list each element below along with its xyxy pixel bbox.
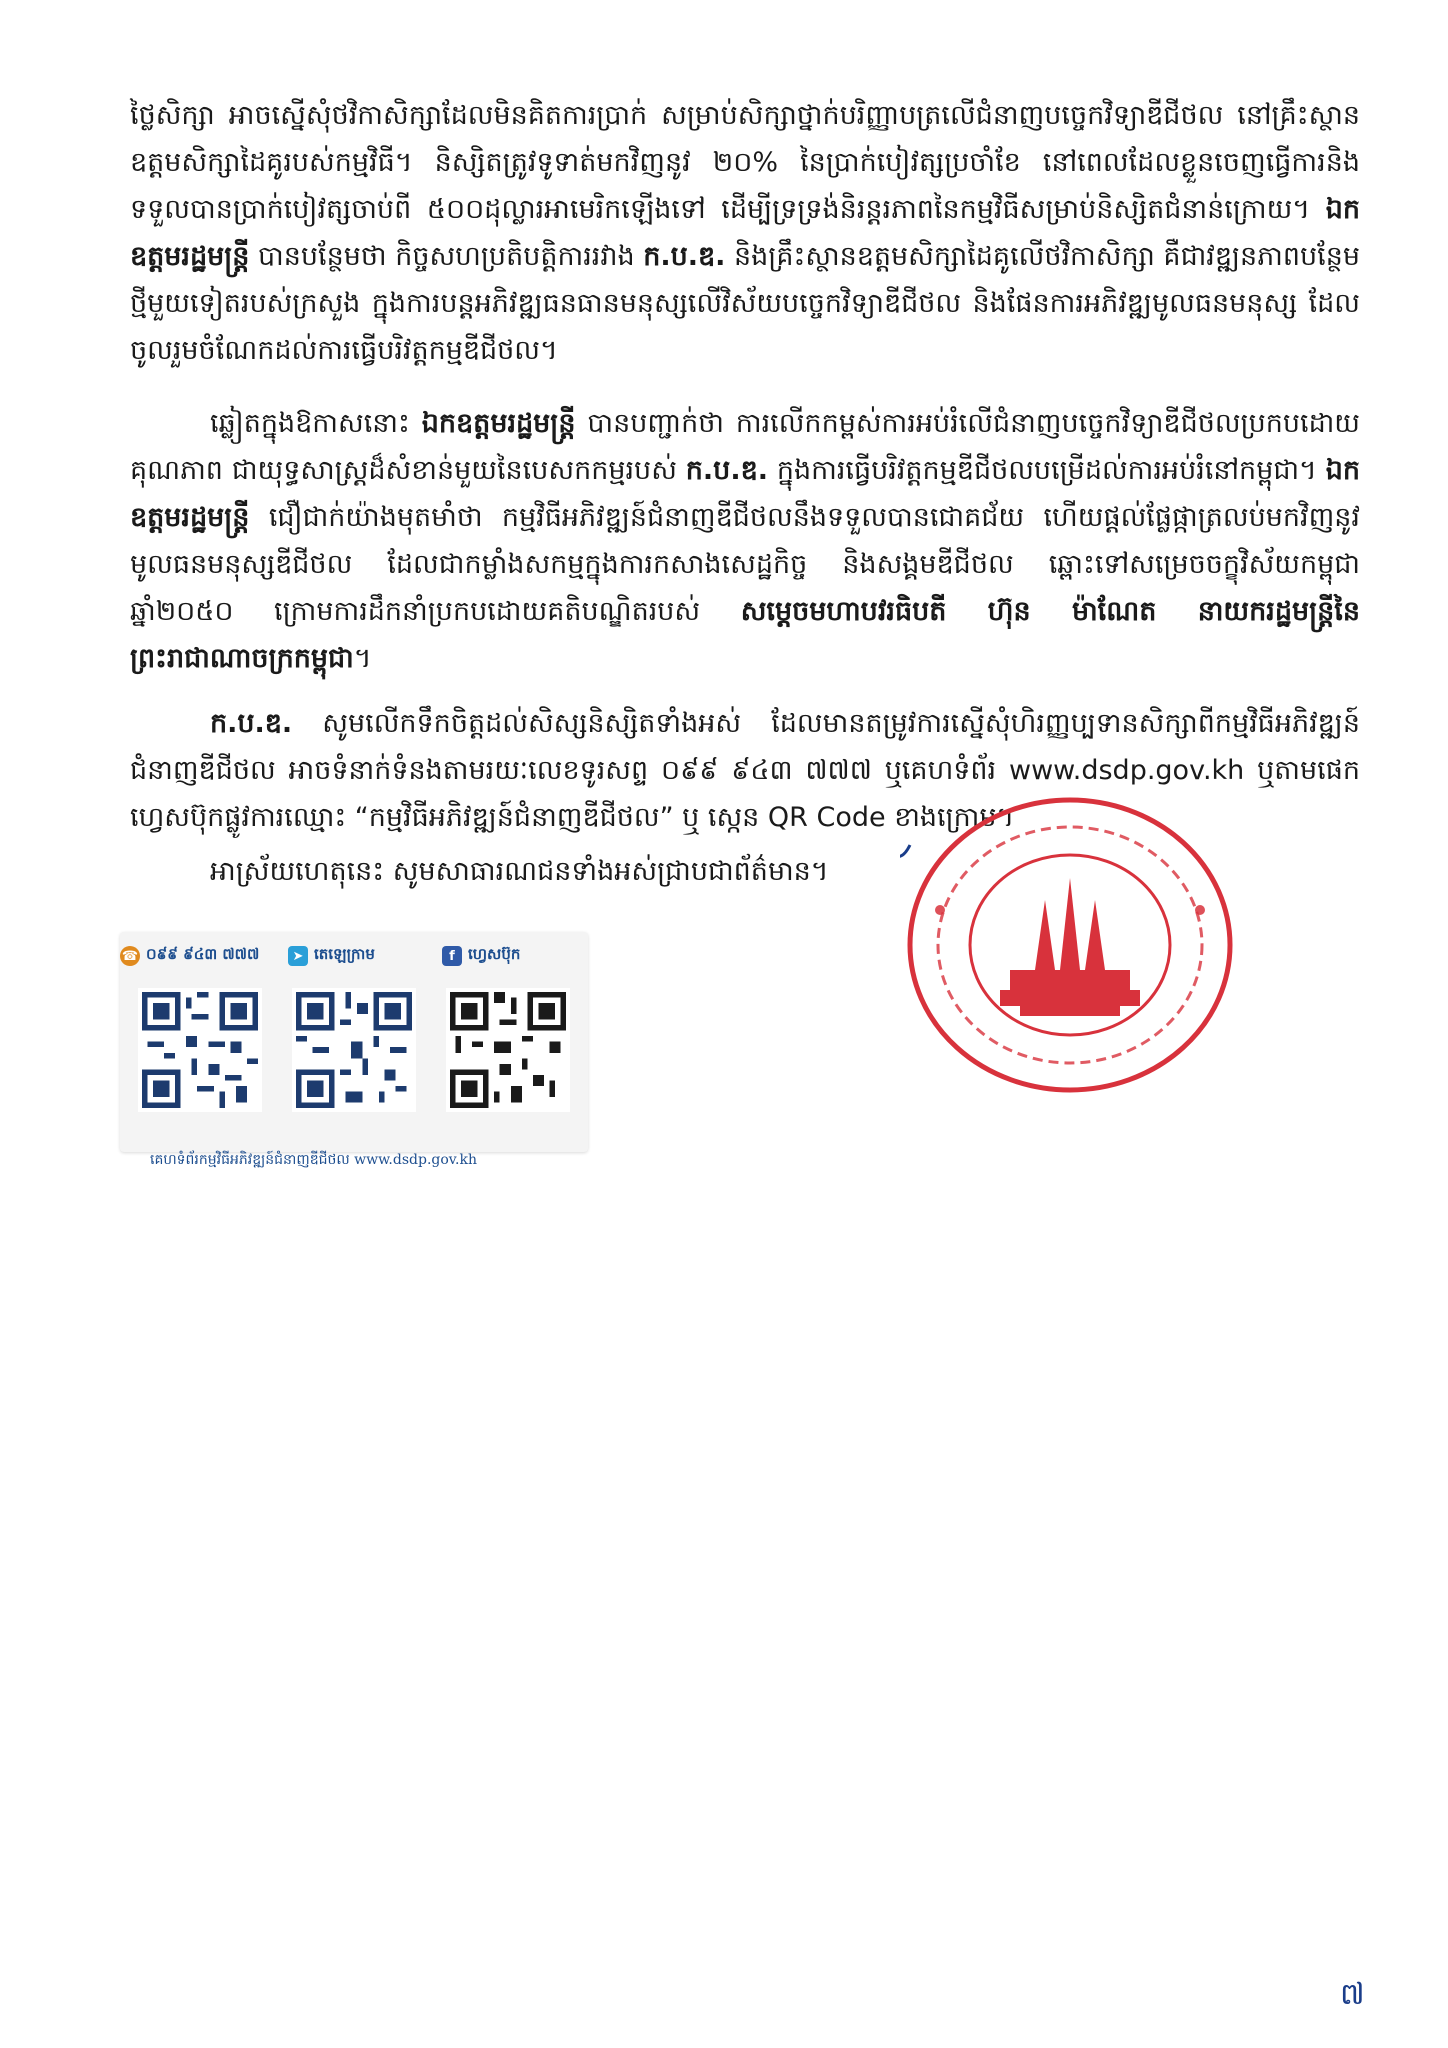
paragraph-scholarship — [130, 92, 1360, 374]
text-run: ក្នុងការធ្វើបរិវត្តកម្មឌីជីថលបម្រើដល់ការអប់រំនៅកម្ពុជា។ — [767, 455, 1326, 486]
text-run-bold: ឯកឧត្តមរដ្ឋមន្ត្រី — [130, 194, 1360, 272]
text-run: ជឿជាក់យ៉ាងមុតមាំថា កម្មវិធីអភិវឌ្ឍន៍ជំនាញឌីជីថលនឹងទទួលបានជោគជ័យ ហើយផ្តល់ផ្លែផ្កាត្រលប់មកវិញនូវមូលធនមនុស្សឌីជីថល ដែលជាកម្លាំងសកម្មក្នុងការកសាងសេដ្ឋកិច្ច និងសង្គមឌីជីថល ឆ្ពោះទៅសម្រេចចក្ខុវិស័យកម្ពុជាឆ្នាំ២០៥០ ក្រោមការដឹកនាំប្រកបដោយគតិបណ្ឌិតរបស់ — [130, 502, 1360, 627]
text-run: បានបន្ថែមថា កិច្ចសហប្រតិបត្តិការរវាង — [249, 241, 644, 272]
text-run-bold: ក.ប.ឌ. — [643, 241, 726, 272]
qr-code-facebook[interactable] — [446, 988, 570, 1112]
text-run-bold: ក.ប.ឌ. — [210, 708, 293, 739]
text-run: សូមលើកទឹកចិត្តដល់សិស្សនិស្សិតទាំងអស់ ដែលមានតម្រូវការស្នើសុំហិរញ្ញប្បទានសិក្សាពីកម្មវិធីអភិវឌ្ឍន៍ជំនាញឌីជីថល អាចទំនាក់ទំនងតាមរយៈលេខទូរសព្ទ ០៩៩ ៩៤៣ ៧៧៧ ឬគេហទំព័រ www.dsdp.gov.kh ឬតាមផេកហ្វេសប៊ុកផ្លូវការឈ្មោះ “កម្មវិធីអភិវឌ្ឍន៍ជំនាញឌីជីថល” ឬ ស្កេន QR Code ខាងក្រោម។ — [130, 708, 1360, 833]
telegram-icon: ➤ — [288, 946, 308, 966]
qr-code-phone[interactable] — [138, 988, 262, 1112]
telegram-label-group — [288, 942, 375, 970]
page-number: ៧ — [1340, 1977, 1365, 2012]
facebook-icon: f — [442, 946, 462, 966]
qr-code-icon — [450, 992, 566, 1108]
text-run: ឆ្លៀតក្នុងឱកាសនោះ — [210, 408, 422, 439]
text-run: បានបញ្ជាក់ថា ការលើកកម្ពស់ការអប់រំលើជំនាញបច្ចេកវិទ្យាឌីជីថលប្រកបដោយគុណភាព ជាយុទ្ធសាស្ត្រដ៏សំខាន់មួយនៃបេសកកម្មរបស់ — [130, 408, 1360, 486]
paragraph-minister-statement — [130, 400, 1360, 682]
website-footer: គេហទំព័រកម្មវិធីអភិវឌ្ឍន៍ជំនាញឌីជីថល www.dsdp.gov.kh — [150, 1152, 477, 1168]
facebook-label: ហ្វេសប៊ុក — [468, 945, 521, 963]
qr-code-telegram[interactable] — [292, 988, 416, 1112]
telegram-label: តេឡេក្រាម — [314, 945, 375, 963]
qr-code-icon — [296, 992, 412, 1108]
phone-label: ០៩៩ ៩៤៣ ៧៧៧ — [146, 945, 260, 963]
phone-label-group — [120, 942, 259, 970]
qr-code-card — [120, 932, 588, 1152]
text-run-bold: ឯកឧត្តមរដ្ឋមន្ត្រី — [421, 408, 576, 439]
text-run: ។ — [353, 643, 372, 674]
facebook-label-group — [442, 942, 520, 970]
text-run-bold: ឯកឧត្តមរដ្ឋមន្ត្រី — [130, 455, 1361, 533]
text-run: និងគ្រឹះស្ថានឧត្តមសិក្សាដៃគូលើថវិកាសិក្សា គឺជាវឌ្ឍនភាពបន្ថែមថ្មីមួយទៀតរបស់ក្រសួង ក្នុងការបន្តអភិវឌ្ឍធនធានមនុស្សលើវិស័យបច្ចេកវិទ្យាឌីជីថល និងផែនការអភិវឌ្ឍមូលធនមនុស្ស ដែលចូលរួមចំណែកដល់ការធ្វើបរិវត្តកម្មឌីជីថល។ — [130, 241, 1360, 366]
text-run: ថ្លៃសិក្សា អាចស្នើសុំថវិកាសិក្សាដែលមិនគិតការប្រាក់ សម្រាប់សិក្សាថ្នាក់បរិញ្ញាបត្រលើជំនាញបច្ចេកវិទ្យាឌីជីថល នៅគ្រឹះស្ថានឧត្តមសិក្សាដៃគូរបស់កម្មវិធី។ និស្សិតត្រូវទូទាត់មកវិញនូវ ២០% នៃប្រាក់បៀវត្សប្រចាំខែ នៅពេលដែលខ្លួនចេញធ្វើការនិងទទួលបានប្រាក់បៀវត្សចាប់ពី ៥០០ដុល្លារអាមេរិកឡើងទៅ ដើម្បីទ្រទ្រង់និរន្តរភាពនៃកម្មវិធីសម្រាប់និស្សិតជំនាន់ក្រោយ។ — [130, 100, 1360, 225]
text-run: អាស្រ័យហេតុនេះ សូមសាធារណជនទាំងអស់ជ្រាបជាព័ត៌មាន។ — [210, 856, 829, 887]
official-seal — [900, 790, 1240, 1100]
text-run-bold: សម្តេចមហាបវរធិបតី ហ៊ុន ម៉ាណែត នាយករដ្ឋមន្ត្រីនៃព្រះរាជាណាចក្រកម្ពុជា — [130, 596, 1360, 674]
text-run-bold: ក.ប.ឌ. — [685, 455, 768, 486]
phone-icon: ☎ — [120, 946, 140, 966]
qr-code-icon — [142, 992, 258, 1108]
seal-icon — [900, 790, 1240, 1100]
